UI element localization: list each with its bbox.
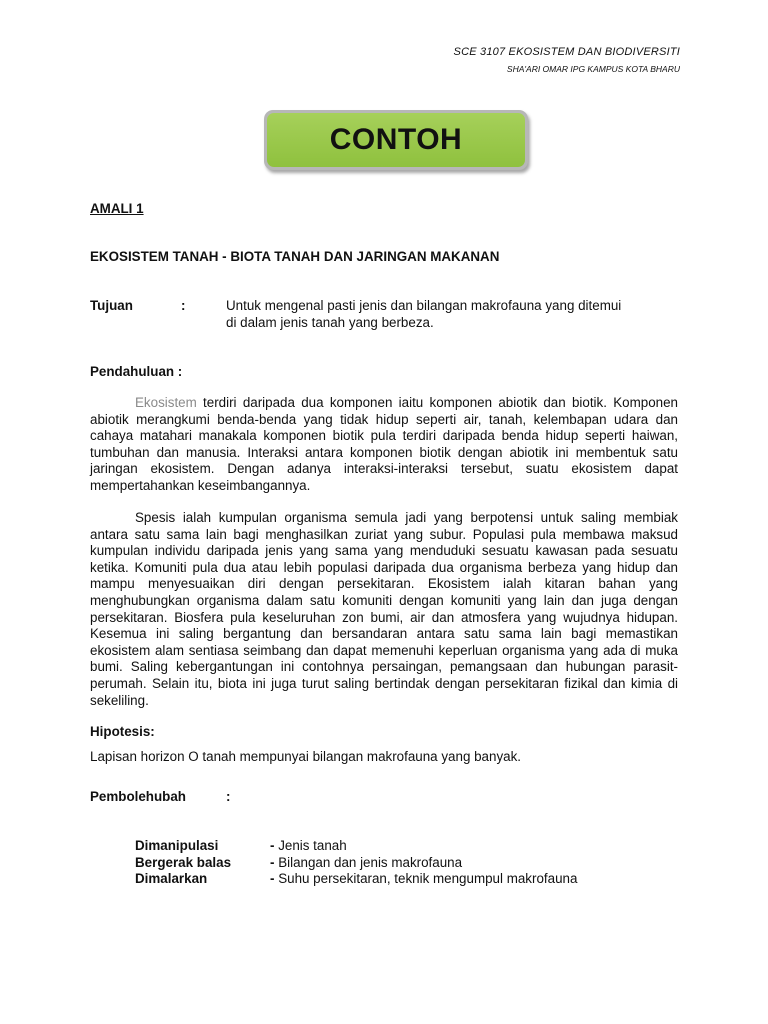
variable-dash: -: [270, 854, 279, 870]
tujuan-label: Tujuan: [90, 298, 133, 313]
amali-heading: AMALI 1: [90, 201, 144, 216]
variable-value: Bilangan dan jenis makrofauna: [278, 854, 463, 870]
author-line: SHA'ARI OMAR IPG KAMPUS KOTA BHARU: [506, 64, 680, 74]
variable-dash: -: [270, 838, 279, 853]
variable-value: Suhu persekitaran, teknik mengumpul makrofauna: [278, 871, 578, 886]
pendahuluan-heading: Pendahuluan :: [90, 364, 183, 379]
tujuan-text-line2: di dalam jenis tanah yang berbeza.: [226, 315, 434, 330]
variables-table: [135, 838, 577, 888]
document-title: EKOSISTEM TANAH - BIOTA TANAH DAN JARINGAN MAKANAN: [90, 249, 500, 264]
variable-row: [135, 838, 577, 855]
hipotesis-text: Lapisan horizon O tanah mempunyai bilangan makrofauna yang banyak.: [90, 749, 522, 764]
variable-key: Dimanipulasi: [135, 838, 219, 853]
pembolehubah-colon: :: [226, 789, 231, 804]
variable-dash: -: [270, 871, 279, 886]
variable-key: Dimalarkan: [135, 871, 208, 886]
pendahuluan-paragraph-1: [90, 395, 678, 495]
page-header: [454, 46, 680, 74]
variable-key: Bergerak balas: [135, 854, 232, 870]
tujuan-text-line1: Untuk mengenal pasti jenis dan bilangan makrofauna yang ditemui: [226, 298, 622, 313]
variable-value: Jenis tanah: [278, 838, 347, 853]
paragraph-2-text: Spesis ialah kumpulan organisma semula jadi yang berpotensi untuk saling membiak antara satu sama lain bagi menghasilkan zuriat yang subur. Populasi pula membawa maksud kumpulan individu daripada jenis yang sama yang menduduki sesuatu kawasan pada sesuatu ketika. Komuniti pula dua atau lebih populasi daripada dua organisma berbeza yang hidup dan mampu menyesuaikan diri dengan persekitaran. Ekosistem ialah kitaran bahan yang menghubungkan organisma dalam satu komuniti dengan komuniti yang lain dan juga dengan persekitaran. Biosfera pula keseluruhan zon bumi, air dan atmosfera yang wujudnya hidupan. Kesemua ini saling bergantung dan bersandaran antara satu sama lain bagi memastikan ekosistem alam sentiasa seimbang dan dapat memenuhi keperluan organisma yang ada di muka bumi. Saling kebergantungan ini contohnya persaingan, pemangsaan dan hubungan parasit-perumah. Selain itu, biota ini juga turut saling bertindak dengan persekitaran fizikal dan kimia di sekeliling.: [90, 510, 678, 708]
pendahuluan-paragraph-2: [90, 510, 678, 709]
hipotesis-heading: Hipotesis:: [90, 724, 155, 739]
banner-label: CONTOH: [329, 123, 463, 156]
tujuan-colon: :: [181, 298, 186, 313]
variable-row: [135, 871, 577, 888]
pembolehubah-label: Pembolehubah: [90, 789, 186, 804]
ekosistem-link[interactable]: Ekosistem: [135, 395, 197, 410]
course-title: SCE 3107 EKOSISTEM DAN BIODIVERSITI: [453, 46, 680, 58]
variable-row: [135, 855, 577, 872]
paragraph-1-text: terdiri daripada dua komponen iaitu komponen abiotik dan biotik. Komponen abiotik merangkumi benda-benda yang tidak hidup seperti air, tanah, kelembapan udara dan cahaya matahari manakala komponen biotik pula terdiri daripada benda hidup seperti haiwan, tumbuhan dan manusia. Interaksi antara komponen biotik dengan abiotik ini membentuk satu jaringan ekosistem. Dengan adanya interaksi-interaksi tersebut, suatu ekosistem dapat mempertahankan keseimbangannya.: [90, 395, 678, 493]
contoh-banner: [264, 110, 528, 170]
